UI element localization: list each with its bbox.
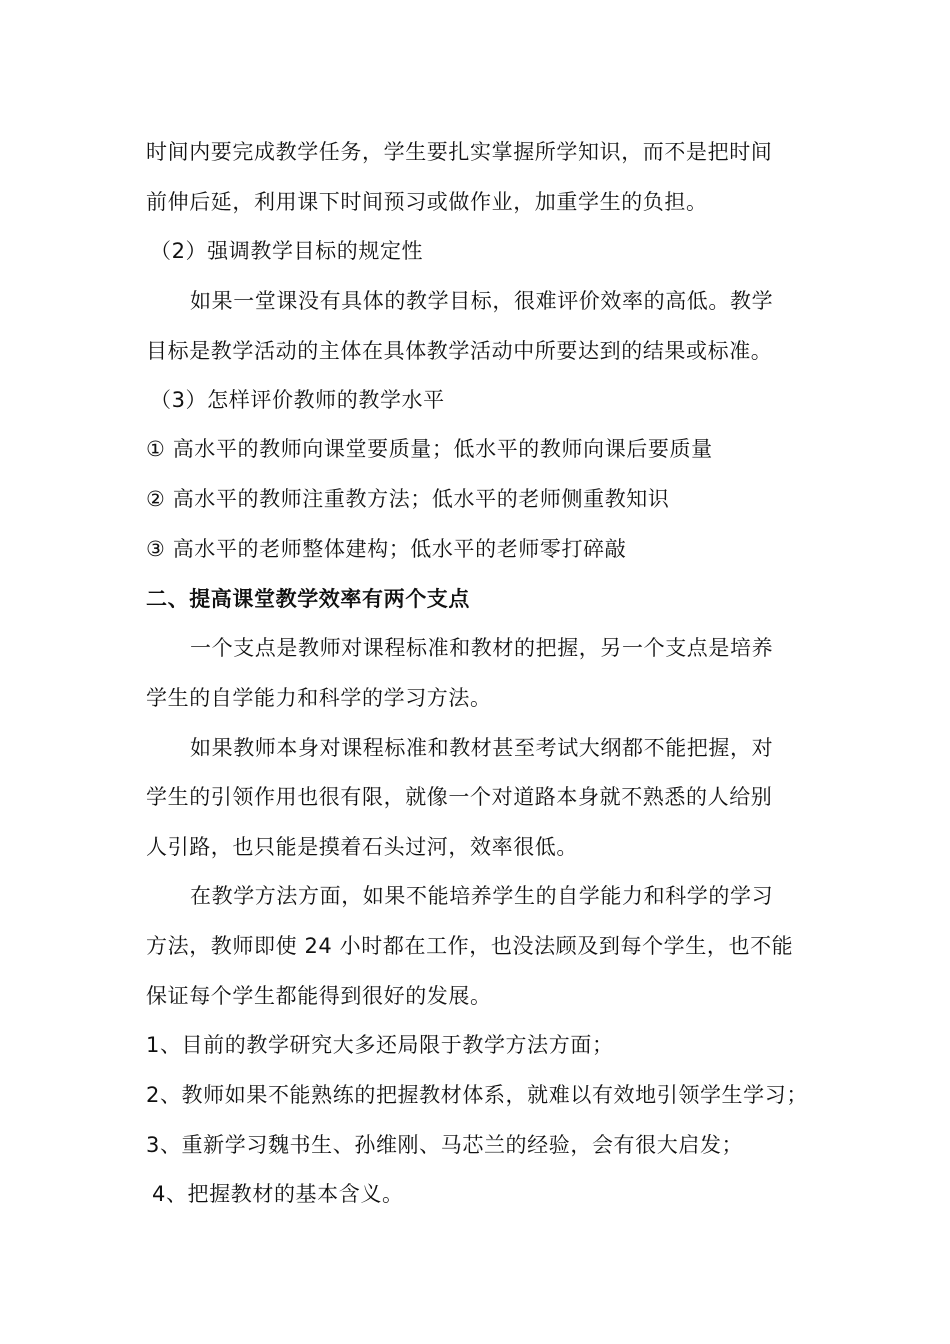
paragraph-line: 在教学方法方面，如果不能培养学生的自学能力和科学的学习 xyxy=(190,884,774,908)
paragraph-line: 目标是教学活动的主体在具体教学活动中所要达到的结果或标准。 xyxy=(146,339,773,363)
paragraph-line: 时间内要完成教学任务，学生要扎实掌握所学知识，而不是把时间 xyxy=(146,140,773,164)
paragraph-line: 一个支点是教师对课程标准和教材的把握，另一个支点是培养 xyxy=(190,636,774,660)
paragraph-line: 方法，教师即使 24 小时都在工作，也没法顾及到每个学生，也不能 xyxy=(146,934,794,958)
numbered-item: 2、教师如果不能熟练的把握教材体系，就难以有效地引领学生学习； xyxy=(146,1083,808,1107)
paragraph-line: 如果教师本身对课程标准和教材甚至考试大纲都不能把握，对 xyxy=(190,736,774,760)
numbered-item: 1、目前的教学研究大多还局限于教学方法方面； xyxy=(146,1033,614,1057)
list-item: ③ 高水平的老师整体建构；低水平的老师零打碎敲 xyxy=(146,537,627,561)
paragraph-line: 前伸后延，利用课下时间预习或做作业，加重学生的负担。 xyxy=(146,190,708,214)
paragraph-line: 学生的引领作用也很有限，就像一个对道路本身就不熟悉的人给别 xyxy=(146,785,773,809)
subheading: （2）强调教学目标的规定性 xyxy=(150,239,424,263)
numbered-item: 3、重新学习魏书生、孙维刚、马芯兰的经验，会有很大启发； xyxy=(146,1133,744,1157)
list-item: ① 高水平的教师向课堂要质量；低水平的教师向课后要质量 xyxy=(146,437,713,461)
paragraph-line: 人引路，也只能是摸着石头过河，效率很低。 xyxy=(146,835,578,859)
paragraph-line: 如果一堂课没有具体的教学目标，很难评价效率的高低。教学 xyxy=(190,289,774,313)
paragraph-line: 保证每个学生都能得到很好的发展。 xyxy=(146,984,492,1008)
list-item: ② 高水平的教师注重教方法；低水平的老师侧重教知识 xyxy=(146,487,670,511)
subheading: （3）怎样评价教师的教学水平 xyxy=(150,388,445,412)
numbered-item: 4、把握教材的基本含义。 xyxy=(152,1182,404,1206)
section-heading: 二、提高课堂教学效率有两个支点 xyxy=(146,587,470,611)
paragraph-line: 学生的自学能力和科学的学习方法。 xyxy=(146,686,492,710)
